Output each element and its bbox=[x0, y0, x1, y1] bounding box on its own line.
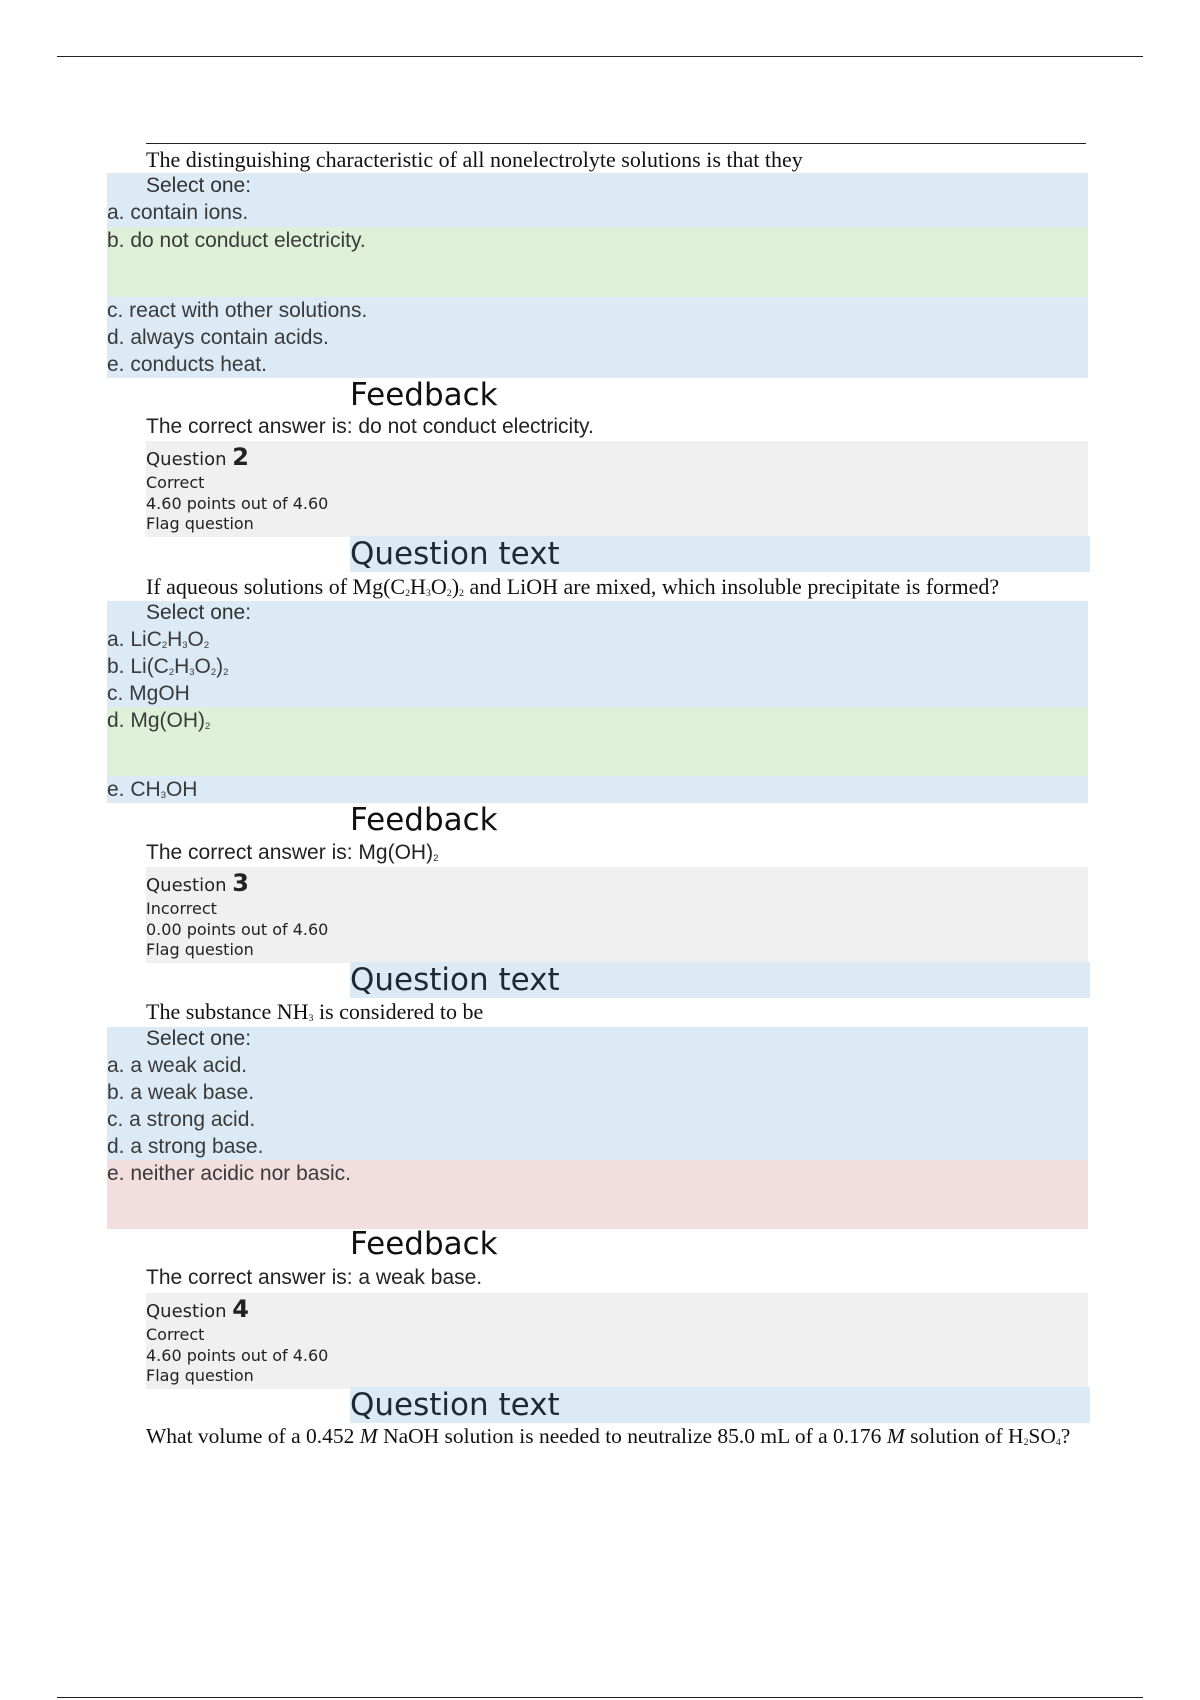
option-label: e. conducts heat. bbox=[107, 353, 267, 376]
option-label: d. $Mg(OH)_2$ bbox=[107, 709, 211, 732]
question-points: 4.60 points out of 4.60 bbox=[146, 1346, 329, 1365]
question-text-heading-label: Question text bbox=[350, 1387, 560, 1423]
option-label: d. a strong base. bbox=[107, 1135, 264, 1158]
answer-option-d[interactable] bbox=[107, 1133, 1088, 1160]
answer-option-c[interactable] bbox=[107, 297, 1088, 324]
option-label: b. $Li(C_2H_3O_2)_2$ bbox=[107, 655, 229, 678]
text-part: O bbox=[430, 574, 447, 599]
question-status: Incorrect bbox=[146, 899, 217, 918]
answer-option-b[interactable] bbox=[107, 227, 1088, 297]
page-top-rule bbox=[57, 56, 1143, 57]
text-part: H bbox=[410, 574, 426, 599]
question-number-value: 3 bbox=[232, 869, 249, 897]
answer-option-c[interactable] bbox=[107, 680, 1088, 707]
feedback-text: The correct answer is: a weak base. bbox=[146, 1266, 483, 1289]
feedback-heading: Feedback bbox=[350, 1226, 498, 1262]
answer-option-e[interactable] bbox=[107, 1160, 1088, 1229]
subscript: 2 bbox=[459, 587, 464, 599]
question-info-box bbox=[146, 441, 1088, 537]
question-word: Question bbox=[146, 875, 227, 896]
text-part: ) bbox=[451, 574, 460, 599]
flag-question-link[interactable]: Flag question bbox=[146, 1366, 254, 1385]
question-text bbox=[146, 574, 999, 600]
question-text: The substance $NH_3$ is considered to be bbox=[146, 999, 484, 1024]
option-label: a. contain ions. bbox=[107, 201, 249, 224]
question-word: Question bbox=[146, 1301, 227, 1322]
answer-option-c[interactable] bbox=[107, 1106, 1088, 1133]
feedback-text: The correct answer is: $Mg(OH)_2$ bbox=[146, 841, 439, 864]
feedback-heading: Feedback bbox=[350, 802, 498, 838]
option-label: a. a weak acid. bbox=[107, 1054, 248, 1077]
option-label: b. do not conduct electricity. bbox=[107, 229, 366, 252]
option-label: b. a weak base. bbox=[107, 1081, 255, 1104]
answer-option-a[interactable] bbox=[107, 1052, 1088, 1079]
question-text-heading bbox=[350, 962, 1090, 998]
text-part: If aqueous solutions of Mg(C bbox=[146, 574, 406, 599]
question-points: 4.60 points out of 4.60 bbox=[146, 494, 329, 513]
question-number-value: 4 bbox=[232, 1295, 249, 1323]
question-status: Correct bbox=[146, 473, 205, 492]
flag-question-link[interactable]: Flag question bbox=[146, 514, 254, 533]
question-number bbox=[146, 869, 249, 897]
option-label: e. $CH_3OH$ bbox=[107, 778, 198, 801]
select-one-label: Select one: bbox=[146, 601, 252, 624]
answer-option-d[interactable] bbox=[107, 324, 1088, 351]
question-info-box bbox=[146, 867, 1088, 963]
text-part: and LiOH are mixed, which insoluble precipitate is formed? bbox=[463, 574, 1000, 599]
answer-option-d[interactable] bbox=[107, 707, 1088, 776]
answer-option-a[interactable] bbox=[107, 199, 1088, 227]
question-number bbox=[146, 443, 249, 471]
question-text: The distinguishing characteristic of all nonelectrolyte solutions is that they bbox=[146, 147, 803, 172]
question-word: Question bbox=[146, 449, 227, 470]
option-label: a. $LiC_2H_3O_2$ bbox=[107, 628, 210, 651]
question-text-heading bbox=[350, 1387, 1090, 1423]
question-status: Correct bbox=[146, 1325, 205, 1344]
answer-option-b[interactable] bbox=[107, 653, 1088, 680]
page-bottom-rule bbox=[57, 1697, 1143, 1698]
option-label: e. neither acidic nor basic. bbox=[107, 1162, 351, 1185]
option-label: d. always contain acids. bbox=[107, 326, 329, 349]
question-info-box bbox=[146, 1293, 1088, 1389]
subscript: 3 bbox=[425, 587, 431, 599]
question-number bbox=[146, 1295, 249, 1323]
question-text: What volume of a 0.452 M NaOH solution is needed to neutralize 85.0 mL of a 0.176 M solution of $H_2SO_4$? bbox=[146, 1424, 1071, 1448]
question-text-heading-label: Question text bbox=[350, 962, 560, 998]
answer-option-a[interactable] bbox=[107, 626, 1088, 653]
question-text-heading-label: Question text bbox=[350, 536, 560, 572]
question-text-heading bbox=[350, 536, 1090, 572]
subscript: 2 bbox=[405, 587, 411, 599]
option-label: c. a strong acid. bbox=[107, 1108, 256, 1131]
answer-option-b[interactable] bbox=[107, 1079, 1088, 1106]
option-label: c. MgOH bbox=[107, 682, 190, 705]
subscript: 2 bbox=[446, 587, 452, 599]
feedback-text: The correct answer is: do not conduct electricity. bbox=[146, 415, 594, 438]
answer-option-e[interactable] bbox=[107, 351, 1088, 378]
question-points: 0.00 points out of 4.60 bbox=[146, 920, 329, 939]
question-number-value: 2 bbox=[232, 443, 249, 471]
feedback-heading: Feedback bbox=[350, 377, 498, 413]
answer-option-e[interactable] bbox=[107, 776, 1088, 803]
flag-question-link[interactable]: Flag question bbox=[146, 940, 254, 959]
question-top-rule bbox=[146, 143, 1086, 144]
select-one-label: Select one: bbox=[146, 1027, 252, 1050]
select-one-label: Select one: bbox=[146, 174, 252, 197]
option-label: c. react with other solutions. bbox=[107, 299, 368, 322]
